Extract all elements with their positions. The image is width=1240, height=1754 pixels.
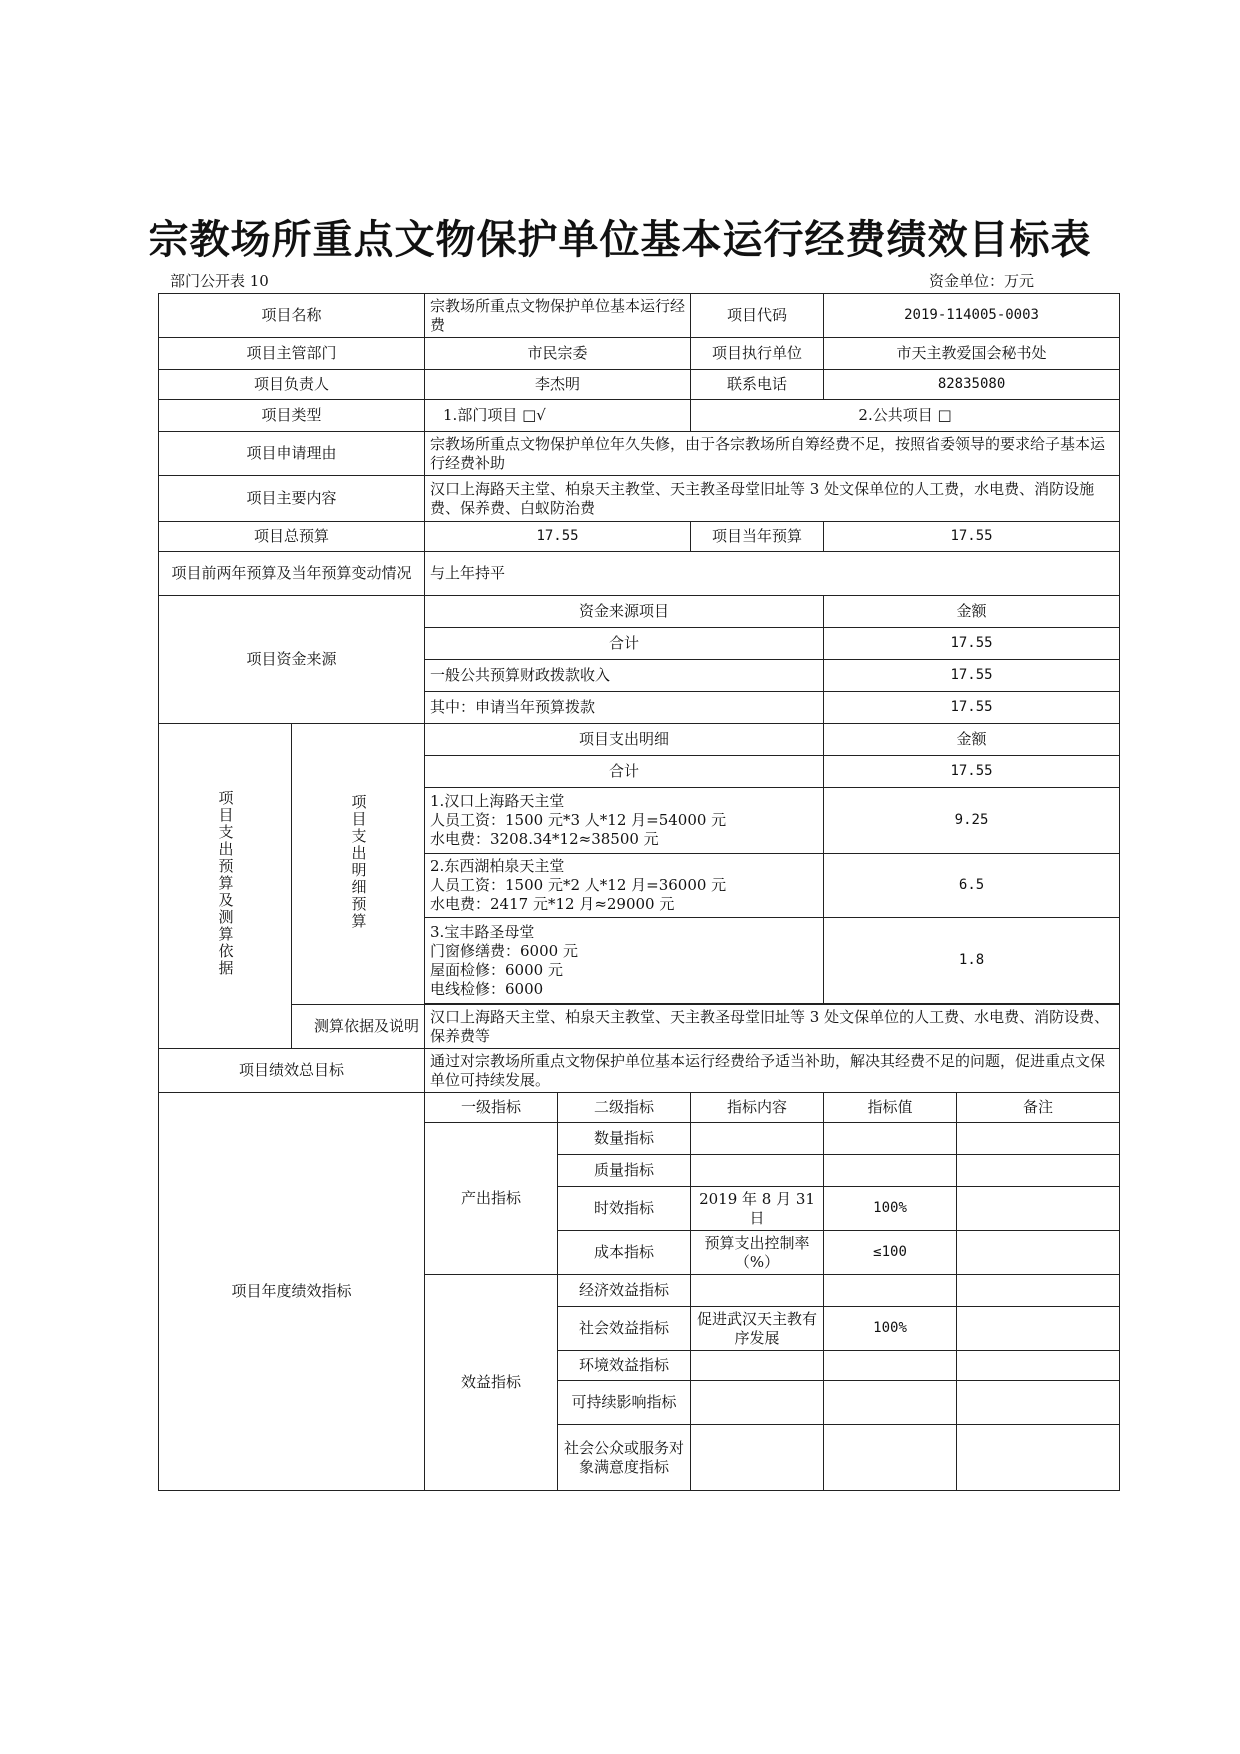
dept-label: 项目主管部门	[159, 338, 425, 370]
basis-value: 汉口上海路天主堂、柏泉天主教堂、天主教圣母堂旧址等 3 处文保单位的人工费、水电费、消防设费、保养费等	[425, 1005, 1120, 1049]
indicator-content	[691, 1381, 824, 1425]
reason-label: 项目申请理由	[159, 432, 425, 476]
expense-detail-header: 项目支出明细	[425, 724, 824, 756]
indicator-value	[824, 1351, 957, 1381]
row-budget	[159, 522, 1120, 552]
indicator-note	[957, 1275, 1120, 1307]
output-indicator-label: 产出指标	[425, 1123, 558, 1275]
indicator-content	[691, 1275, 824, 1307]
funding-source-amount: 17.55	[824, 692, 1120, 724]
currency-unit: 资金单位：万元	[928, 272, 1034, 290]
indicator-note	[957, 1425, 1120, 1491]
row-funding-header	[159, 596, 1120, 628]
budget-change-label: 项目前两年预算及当年预算变动情况	[159, 552, 425, 596]
indicator-name: 质量指标	[558, 1155, 691, 1187]
year-budget-value: 17.55	[824, 522, 1120, 552]
indicator-note	[957, 1351, 1120, 1381]
indicator-content-header: 指标内容	[691, 1093, 824, 1123]
expense-item-amount: 1.8	[824, 918, 1120, 1004]
indicator-note	[957, 1155, 1120, 1187]
indicator-note	[957, 1123, 1120, 1155]
owner-label: 项目负责人	[159, 370, 425, 400]
expense-item-amount: 9.25	[824, 788, 1120, 854]
indicator-name: 成本指标	[558, 1231, 691, 1275]
row-project-name	[159, 294, 1120, 338]
row-reason	[159, 432, 1120, 476]
indicator-note	[957, 1381, 1120, 1425]
indicator-name: 可持续影响指标	[558, 1381, 691, 1425]
indicator-note-header: 备注	[957, 1093, 1120, 1123]
indicator-content	[691, 1123, 824, 1155]
indicator-content: 促进武汉天主教有序发展	[691, 1307, 824, 1351]
table-number: 部门公开表 10	[170, 272, 269, 290]
type-option-dept: 1.部门项目 □√	[425, 400, 691, 432]
exec-unit-value: 市天主教爱国会秘书处	[824, 338, 1120, 370]
funding-source-name: 一般公共预算财政拨款收入	[425, 660, 824, 692]
funding-amount-header: 金额	[824, 596, 1120, 628]
indicator-content	[691, 1425, 824, 1491]
project-code-value: 2019-114005-0003	[824, 294, 1120, 338]
indicator-content: 2019 年 8 月 31 日	[691, 1187, 824, 1231]
indicator-content	[691, 1351, 824, 1381]
indicator-name: 社会公众或服务对象满意度指标	[558, 1425, 691, 1491]
indicator-content: 预算支出控制率（%）	[691, 1231, 824, 1275]
project-name-value: 宗教场所重点文物保护单位基本运行经费	[425, 294, 691, 338]
row-basis	[159, 1005, 1120, 1049]
indicator-value: 100%	[824, 1307, 957, 1351]
indicator-value: 100%	[824, 1187, 957, 1231]
row-indicator-header	[159, 1093, 1120, 1123]
indicator-note	[957, 1307, 1120, 1351]
expense-item-detail: 1.汉口上海路天主堂 人员工资：1500 元*3 人*12 月=54000 元 水电费：3208.34*12≈38500 元	[425, 788, 824, 854]
phone-label: 联系电话	[691, 370, 824, 400]
indicator-name: 数量指标	[558, 1123, 691, 1155]
funding-source-amount: 17.55	[824, 660, 1120, 692]
expense-inner-label: 项目支出明细预算	[292, 724, 425, 1005]
type-option-public: 2.公共项目 □	[691, 400, 1120, 432]
row-department	[159, 338, 1120, 370]
benefit-indicator-label: 效益指标	[425, 1275, 558, 1491]
indicator-value-header: 指标值	[824, 1093, 957, 1123]
basis-label: 测算依据及说明	[292, 1005, 425, 1049]
expense-item-amount: 6.5	[824, 854, 1120, 918]
funding-label: 项目资金来源	[159, 596, 425, 724]
indicator-content	[691, 1155, 824, 1187]
content-label: 项目主要内容	[159, 476, 425, 522]
expense-outer-label: 项目支出预算及测算依据	[159, 724, 292, 1049]
phone-value: 82835080	[824, 370, 1120, 400]
expense-item-detail: 3.宝丰路圣母堂 门窗修缮费：6000 元 屋面检修：6000 元 电线检修：6000	[425, 918, 824, 1004]
indicator-value	[824, 1123, 957, 1155]
indicator-value	[824, 1381, 957, 1425]
owner-value: 李杰明	[425, 370, 691, 400]
indicator-value	[824, 1425, 957, 1491]
indicator-value	[824, 1155, 957, 1187]
goal-label: 项目绩效总目标	[159, 1049, 425, 1093]
reason-value: 宗教场所重点文物保护单位年久失修，由于各宗教场所自筹经费不足，按照省委领导的要求给子基本运行经费补助	[425, 432, 1120, 476]
expense-total-name: 合计	[425, 756, 824, 788]
indicator-l2-header: 二级指标	[558, 1093, 691, 1123]
dept-value: 市民宗委	[425, 338, 691, 370]
funding-source-amount: 17.55	[824, 628, 1120, 660]
year-budget-label: 项目当年预算	[691, 522, 824, 552]
row-goal	[159, 1049, 1120, 1093]
funding-source-name: 其中：申请当年预算拨款	[425, 692, 824, 724]
page-title: 宗教场所重点文物保护单位基本运行经费绩效目标表	[148, 217, 1092, 263]
performance-table	[158, 293, 1120, 1491]
expense-total-amount: 17.55	[824, 756, 1120, 788]
type-label: 项目类型	[159, 400, 425, 432]
funding-source-header: 资金来源项目	[425, 596, 824, 628]
project-code-label: 项目代码	[691, 294, 824, 338]
exec-unit-label: 项目执行单位	[691, 338, 824, 370]
indicator-name: 时效指标	[558, 1187, 691, 1231]
project-name-label: 项目名称	[159, 294, 425, 338]
indicator-value: ≤100	[824, 1231, 957, 1275]
indicator-label: 项目年度绩效指标	[159, 1093, 425, 1491]
indicator-note	[957, 1187, 1120, 1231]
row-project-type	[159, 400, 1120, 432]
funding-source-name: 合计	[425, 628, 824, 660]
indicator-name: 社会效益指标	[558, 1307, 691, 1351]
total-budget-value: 17.55	[425, 522, 691, 552]
content-value: 汉口上海路天主堂、柏泉天主教堂、天主教圣母堂旧址等 3 处文保单位的人工费，水电费、消防设施费、保养费、白蚁防治费	[425, 476, 1120, 522]
expense-amount-header: 金额	[824, 724, 1120, 756]
row-content	[159, 476, 1120, 522]
expense-item-detail: 2.东西湖柏泉天主堂 人员工资：1500 元*2 人*12 月=36000 元 水电费：2417 元*12 月≈29000 元	[425, 854, 824, 918]
indicator-name: 环境效益指标	[558, 1351, 691, 1381]
row-owner	[159, 370, 1120, 400]
row-budget-change	[159, 552, 1120, 596]
indicator-note	[957, 1231, 1120, 1275]
total-budget-label: 项目总预算	[159, 522, 425, 552]
indicator-name: 经济效益指标	[558, 1275, 691, 1307]
budget-change-value: 与上年持平	[425, 552, 1120, 596]
indicator-value	[824, 1275, 957, 1307]
row-expense-header	[159, 724, 1120, 756]
goal-value: 通过对宗教场所重点文物保护单位基本运行经费给予适当补助，解决其经费不足的问题，促进重点文保单位可持续发展。	[425, 1049, 1120, 1093]
indicator-l1-header: 一级指标	[425, 1093, 558, 1123]
